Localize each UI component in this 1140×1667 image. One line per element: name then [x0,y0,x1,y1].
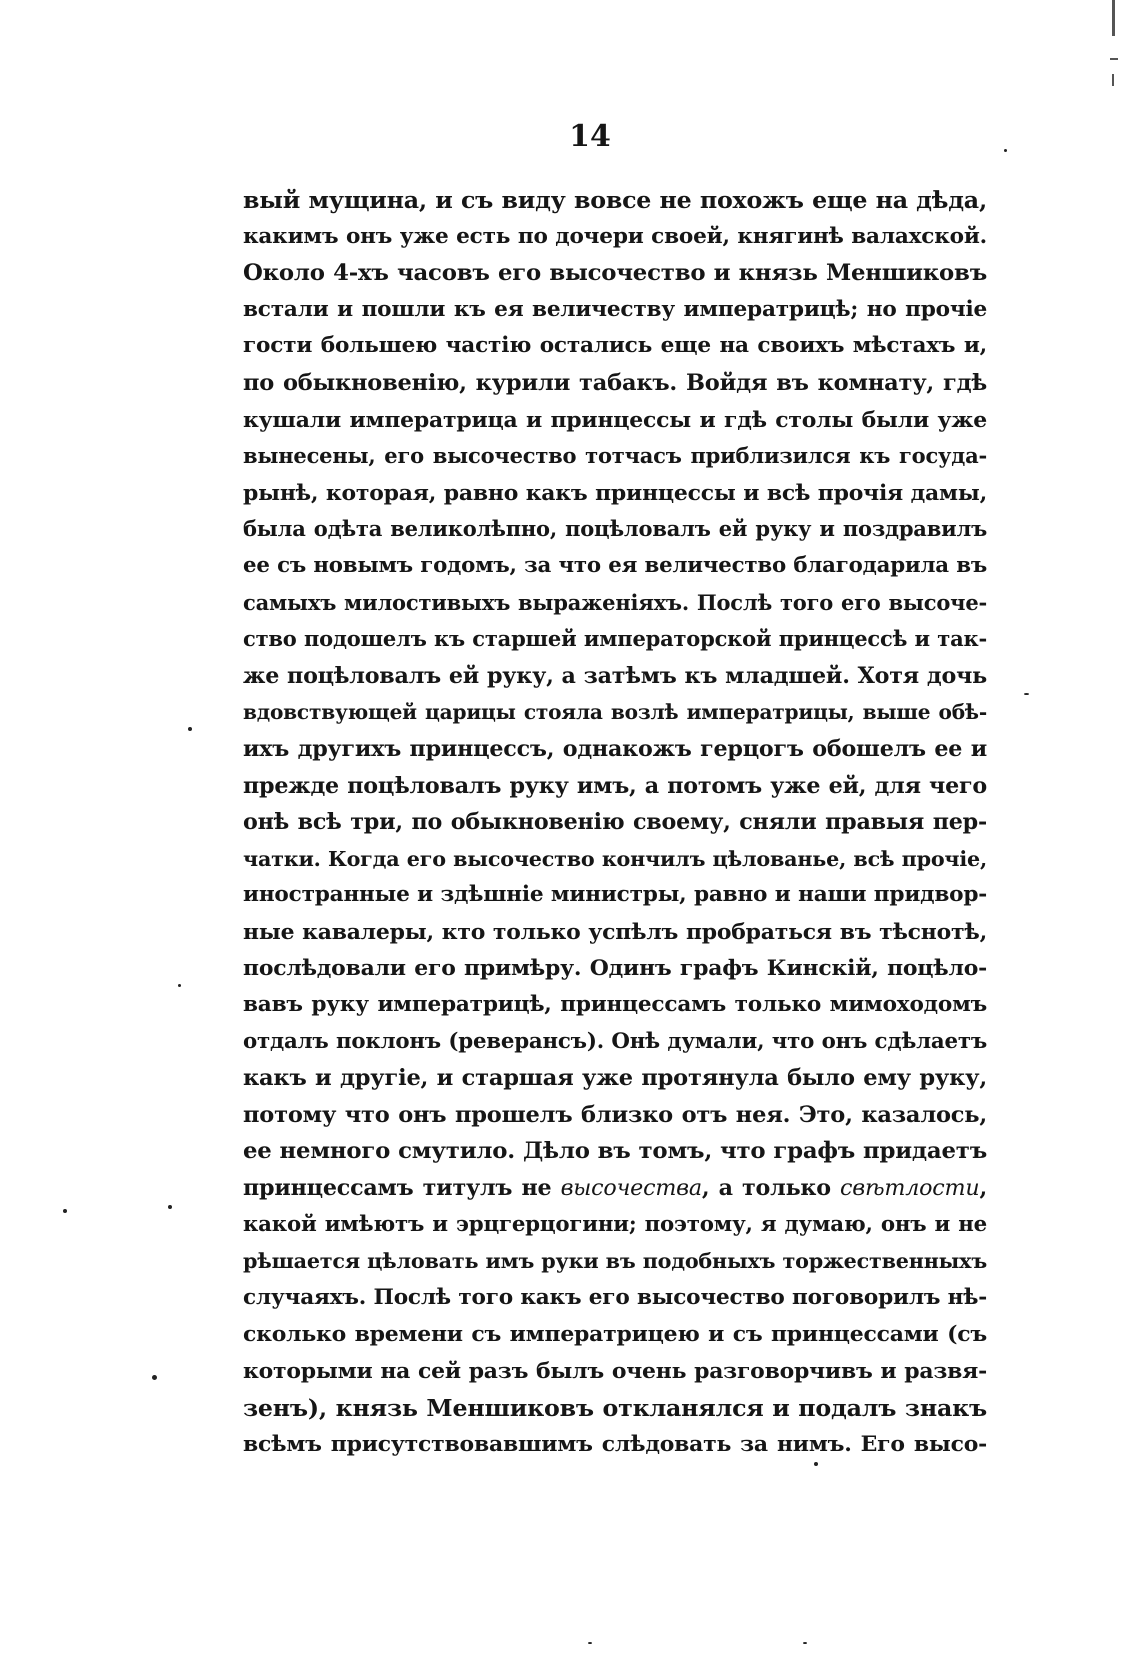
text-span: чатки. Когда его высочество кончилъ цѣлованье, всѣ прочіе, [243,846,987,871]
text-span: рѣшается цѣловать имъ руки въ подобныхъ торжественныхъ [243,1249,987,1274]
scan-edge-mark [1112,0,1115,36]
text-line [243,1170,987,1207]
text-span: самыхъ милостивыхъ выраженіяхъ. Послѣ того его высоче- [243,589,987,615]
scan-speck [588,1642,592,1644]
text-line [243,585,987,622]
text-line [243,328,987,365]
text-span: встали и пошли къ ея величеству императрицѣ; но прочіе [243,296,987,322]
text-line [243,402,987,439]
text-span: принцессамъ титулъ не [243,1175,561,1202]
italic-span: высочества [560,1175,702,1202]
text-span: вдовствующей царицы стояла возлѣ императрицы, выше обѣ- [243,700,987,725]
text-span: рынѣ, которая, равно какъ принцессы и всѣ прочія дамы, [243,479,987,506]
text-line [243,475,987,512]
text-span: онѣ всѣ три, по обыкновенію своему, сняли правыя пер- [243,809,987,836]
text-span: по обыкновенію, курили табакъ. Войдя въ комнату, гдѣ [243,369,987,396]
text-line [243,1060,987,1097]
text-span: потому что онъ прошелъ близко отъ нея. Это, казалось, [243,1101,987,1128]
text-line [243,365,987,402]
text-span: кушали императрица и принцессы и гдѣ столы были уже [243,406,987,433]
text-line [243,292,987,329]
text-line [243,438,987,475]
text-line [243,987,987,1024]
scan-speck [168,1205,172,1209]
text-line [243,255,987,292]
text-line [243,1024,987,1061]
text-span: случаяхъ. Послѣ того какъ его высочество поговорилъ нѣ- [243,1284,987,1310]
text-line [243,182,987,219]
text-span: всѣмъ присутствовавшимъ слѣдовать за нимъ. Его высо- [243,1431,987,1458]
text-span: послѣдовали его примѣру. Одинъ графъ Кинскій, поцѣло- [243,955,987,982]
text-line [243,950,987,987]
text-span: которыми на сей разъ былъ очень разговорчивъ и развя- [243,1358,987,1384]
scan-speck [1024,693,1029,695]
text-line [243,694,987,731]
text-span: какъ и другіе, и старшая уже протянула было ему руку, [243,1065,987,1092]
text-line [243,1353,987,1390]
scan-edge-mark [1112,74,1114,86]
text-span: , [979,1175,987,1202]
text-span: гости большею частію остались еще на своихъ мѣстахъ и, [243,333,987,359]
text-span: ство подошелъ къ старшей императорской принцессѣ и так- [243,626,987,652]
scan-speck [63,1209,67,1213]
text-line [243,1097,987,1134]
text-line [243,219,987,256]
text-line [243,621,987,658]
text-span: вый мущина, и съ виду вовсе не похожъ еще на дѣда, [243,186,987,214]
scan-speck [814,1462,818,1466]
body-text [243,182,987,1463]
text-line [243,841,987,878]
text-line [243,1280,987,1317]
text-span: иностранные и здѣшніе министры, равно и наши придвор- [243,882,987,908]
text-span: , а только [701,1175,841,1202]
text-line [243,914,987,951]
page-number: 14 [569,119,611,154]
text-span: ее немного смутило. Дѣло въ томъ, что графъ придаетъ [243,1138,987,1165]
text-line [243,1426,987,1463]
text-line [243,768,987,805]
text-line [243,1390,987,1427]
text-span: какой имѣютъ и эрцгерцогини; поэтому, я думаю, онъ и не [243,1211,987,1237]
scan-speck [152,1375,157,1380]
text-line [243,877,987,914]
text-line [243,658,987,695]
text-span: была одѣта великолѣпно, поцѣловалъ ей руку и поздравилъ [243,516,987,542]
text-span: Около 4-хъ часовъ его высочество и князь Меншиковъ [243,260,987,287]
text-span: прежде поцѣловалъ руку имъ, а потомъ уже ей, для чего [243,772,987,799]
text-span: сколько времени съ императрицею и съ принцессами (съ [243,1321,987,1348]
text-span: же поцѣловалъ ей руку, а затѣмъ къ младшей. Хотя дочь [243,662,987,689]
text-line [243,731,987,768]
text-line [243,1207,987,1244]
text-span: ные кавалеры, кто только успѣлъ пробраться въ тѣснотѣ, [243,918,987,945]
scan-speck [803,1642,807,1644]
text-line [243,511,987,548]
text-line [243,804,987,841]
text-span: ихъ другихъ принцессъ, однакожъ герцогъ обошелъ ее и [243,735,987,762]
italic-span: свѣтлости [840,1175,980,1202]
scan-speck [188,727,192,731]
text-line [243,548,987,585]
scan-speck [178,984,181,987]
text-span: какимъ онъ уже есть по дочери своей, княгинѣ валахской. [243,223,987,249]
text-line [243,1243,987,1280]
text-span: отдалъ поклонъ (реверансъ). Онѣ думали, что онъ сдѣлаетъ [243,1028,987,1054]
text-span: ее съ новымъ годомъ, за что ея величество благодарила въ [243,552,987,578]
scan-speck [1004,149,1007,152]
text-line [243,1133,987,1170]
text-span: зенъ), князь Меншиковъ откланялся и подалъ знакъ [243,1393,987,1422]
text-span: вынесены, его высочество тотчасъ приблизился къ госуда- [243,443,987,469]
scan-edge-mark [1110,58,1118,60]
text-span: вавъ руку императрицѣ, принцессамъ только мимоходомъ [243,992,987,1018]
text-line [243,1316,987,1353]
